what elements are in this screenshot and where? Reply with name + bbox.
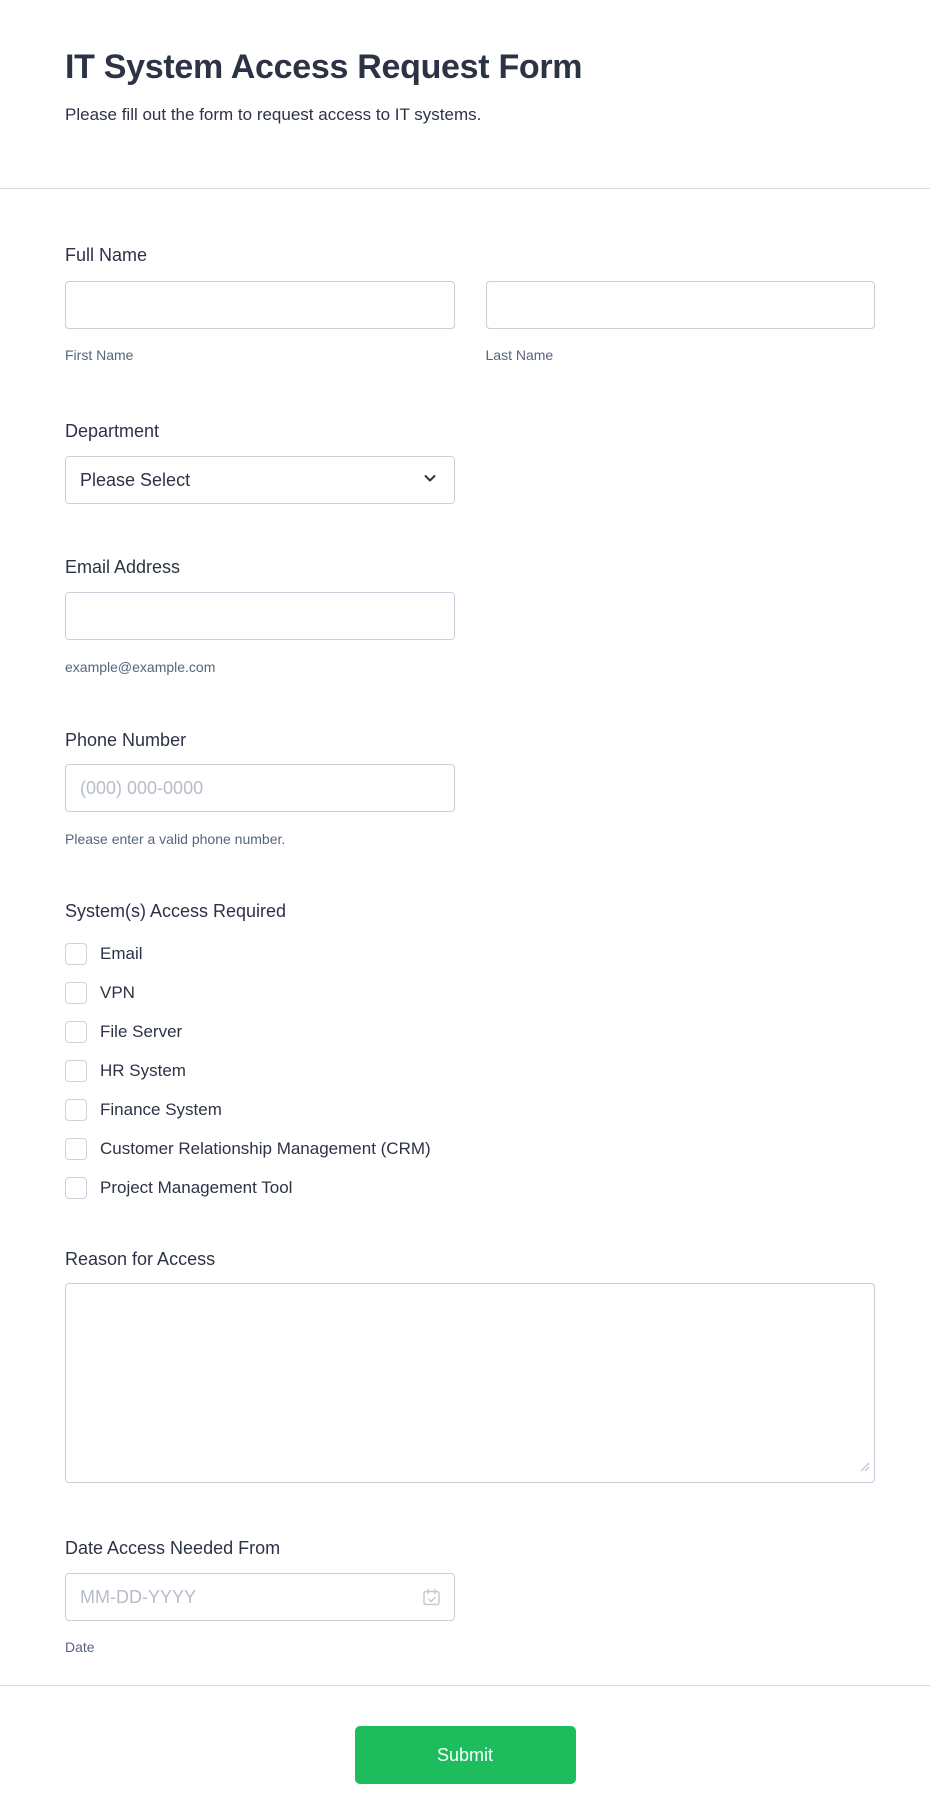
form-body — [0, 243, 930, 1655]
checkbox[interactable] — [65, 982, 87, 1004]
email-label: Email Address — [65, 557, 181, 577]
reason-textarea[interactable] — [65, 1283, 875, 1483]
last-name-sublabel: Last Name — [485, 347, 554, 363]
field-email — [65, 555, 875, 675]
phone-sublabel: Please enter a valid phone number. — [65, 831, 286, 847]
checkbox-label: Finance System — [100, 1099, 222, 1119]
checkbox-label: VPN — [100, 982, 135, 1002]
checkbox-label: Email — [100, 943, 143, 963]
department-label: Department — [65, 421, 160, 441]
page-title: IT System Access Request Form — [65, 48, 583, 86]
date-input[interactable] — [65, 1573, 455, 1621]
email-input[interactable] — [65, 592, 455, 640]
checkbox[interactable] — [65, 1021, 87, 1043]
phone-input[interactable] — [65, 764, 455, 812]
calendar-icon[interactable] — [421, 1587, 442, 1613]
name-sublabels-row — [65, 347, 875, 363]
reason-label: Reason for Access — [65, 1249, 216, 1269]
systems-checkbox-list — [65, 937, 875, 1204]
checkbox[interactable] — [65, 1177, 87, 1199]
field-phone — [65, 728, 875, 847]
last-name-input[interactable] — [486, 281, 876, 329]
system-checkbox-row[interactable] — [65, 1054, 875, 1087]
field-full-name — [65, 243, 875, 363]
date-sublabel: Date — [65, 1639, 95, 1655]
page-subtitle: Please fill out the form to request access to IT systems. — [65, 105, 482, 124]
date-label: Date Access Needed From — [65, 1538, 281, 1558]
checkbox[interactable] — [65, 1060, 87, 1082]
first-name-sublabel: First Name — [65, 347, 134, 363]
department-select[interactable] — [65, 456, 455, 504]
checkbox-label: Customer Relationship Management (CRM) — [100, 1138, 431, 1158]
email-sublabel: example@example.com — [65, 659, 216, 675]
department-selected-value: Please Select — [80, 469, 191, 490]
header-divider — [0, 188, 930, 189]
checkbox-label: Project Management Tool — [100, 1177, 293, 1197]
checkbox[interactable] — [65, 1099, 87, 1121]
system-checkbox-row[interactable] — [65, 1171, 875, 1204]
form-header — [0, 0, 930, 126]
systems-label: System(s) Access Required — [65, 901, 287, 921]
checkbox-label: HR System — [100, 1060, 186, 1080]
first-name-input[interactable] — [65, 281, 455, 329]
submit-row — [0, 1686, 930, 1784]
phone-label: Phone Number — [65, 730, 187, 750]
submit-button[interactable]: Submit — [355, 1726, 576, 1784]
checkbox[interactable] — [65, 943, 87, 965]
system-checkbox-row[interactable] — [65, 1132, 875, 1165]
name-inputs-row — [65, 281, 875, 329]
checkbox-label: File Server — [100, 1021, 183, 1041]
full-name-label: Full Name — [65, 245, 148, 265]
date-input-wrap — [65, 1573, 455, 1621]
system-checkbox-row[interactable] — [65, 937, 875, 970]
system-checkbox-row[interactable] — [65, 1093, 875, 1126]
system-checkbox-row[interactable] — [65, 1015, 875, 1048]
chevron-down-icon — [422, 470, 438, 491]
field-date — [65, 1536, 875, 1655]
reason-textarea-wrap — [65, 1283, 875, 1483]
field-reason — [65, 1247, 875, 1483]
checkbox[interactable] — [65, 1138, 87, 1160]
system-checkbox-row[interactable] — [65, 976, 875, 1009]
field-systems-access — [65, 899, 875, 1204]
field-department — [65, 419, 875, 504]
